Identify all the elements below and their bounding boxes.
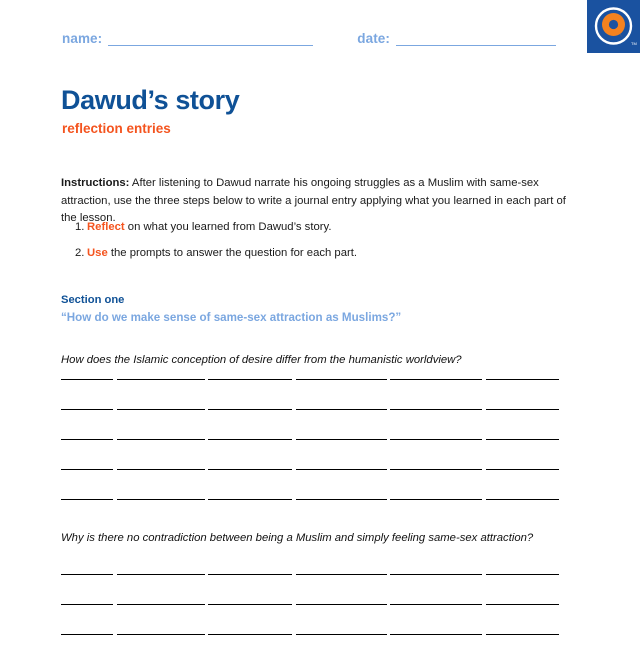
date-label: date:: [357, 31, 390, 46]
reflection-prompt-2: Why is there no contradiction between being a Muslim and simply feeling same-sex attraction?: [61, 532, 534, 545]
answer-line[interactable]: [61, 462, 559, 492]
name-input-rule[interactable]: [108, 33, 313, 46]
instructions-label: Instructions:: [61, 177, 130, 190]
answer-line[interactable]: [61, 432, 559, 462]
page-title: Dawud’s story: [61, 85, 240, 115]
answer-line[interactable]: [61, 597, 559, 627]
name-field[interactable]: [62, 32, 357, 46]
reflection-prompt-1: How does the Islamic conception of desire differ from the humanistic worldview?: [61, 354, 462, 367]
answer-line[interactable]: [61, 372, 559, 402]
date-input-rule[interactable]: [396, 33, 556, 46]
answer-line[interactable]: [61, 402, 559, 432]
step-text: the prompts to answer the question for each part.: [107, 247, 358, 259]
step-number: 2.: [75, 247, 85, 259]
list-item: [61, 246, 561, 261]
step-body: [87, 220, 331, 235]
name-label: name:: [62, 31, 103, 46]
page-subtitle: reflection entries: [62, 121, 171, 136]
date-field[interactable]: [357, 32, 556, 46]
step-text: on what you learned from Dawud’s story.: [124, 221, 332, 233]
step-accent-word: Use: [87, 247, 108, 259]
steps-list: [61, 220, 561, 272]
answer-lines-group-2: [61, 567, 559, 657]
list-item: [61, 220, 561, 235]
q-speech-bubble-logo: [587, 0, 640, 53]
answer-line[interactable]: [61, 567, 559, 597]
step-accent-word: Reflect: [87, 221, 125, 233]
answer-lines-group-1: [61, 372, 559, 522]
instructions-body: After listening to Dawud narrate his ongoing struggles as a Muslim with same-sex attraction, use the three steps below to write a journal entry applying what you learned in each part of the lesson.: [61, 177, 566, 224]
section-heading: Section one: [61, 294, 125, 306]
step-body: [87, 246, 357, 261]
answer-line[interactable]: [61, 492, 559, 522]
meta-row: [62, 32, 556, 46]
answer-line[interactable]: [61, 627, 559, 657]
section-quote: “How do we make sense of same-sex attraction as Muslims?”: [61, 311, 402, 324]
svg-text:TM: TM: [631, 41, 637, 46]
step-number: 1.: [75, 221, 85, 233]
